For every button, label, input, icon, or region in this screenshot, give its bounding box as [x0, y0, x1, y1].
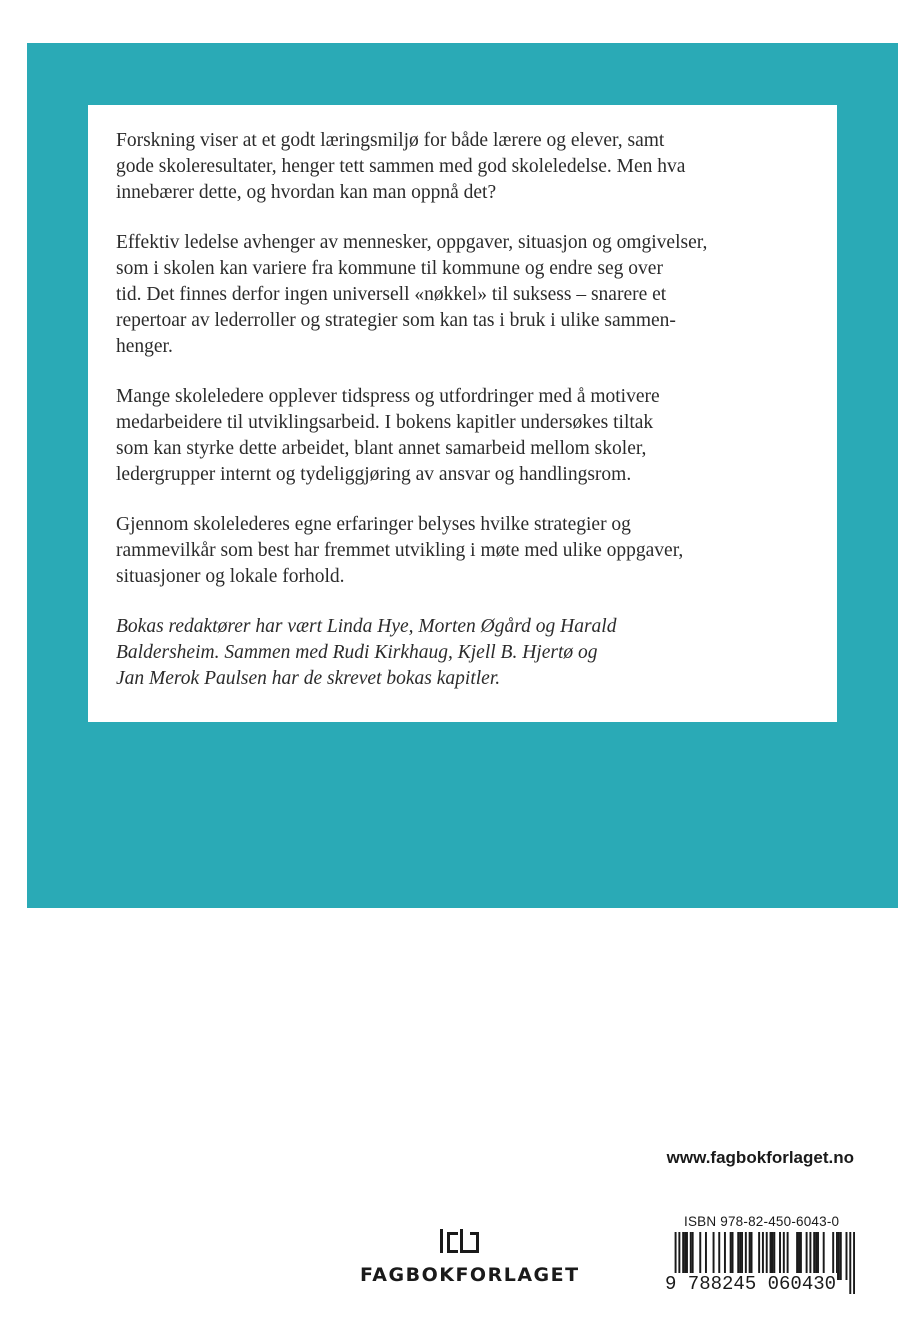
barcode-bar	[853, 1232, 855, 1294]
blurb-line: Mange skoleledere opplever tidspress og utfordringer med å motivere	[116, 386, 660, 407]
blurb-paragraph-3	[116, 384, 809, 488]
blurb-line: rammevilkår som best har fremmet utvikling i møte med ulike oppgaver,	[116, 540, 684, 561]
publisher-url: www.fagbokforlaget.no	[666, 1148, 854, 1167]
blurb-line: gode skoleresultater, henger tett sammen med god skoleledelse. Men hva	[116, 156, 686, 177]
blurb-line: Forskning viser at et godt læringsmiljø for både lærere og elever, samt	[116, 130, 665, 151]
blurb-line: henger.	[116, 336, 173, 357]
barcode-bar	[849, 1232, 851, 1294]
barcode-digits	[664, 1273, 837, 1295]
blurb-line: medarbeidere til utviklingsarbeid. I bokens kapitler undersøkes tiltak	[116, 412, 654, 433]
blurb-line: innebærer dette, og hvordan kan man oppnå det?	[116, 182, 497, 203]
blurb-line: situasjoner og lokale forhold.	[116, 566, 345, 587]
editors-paragraph	[116, 614, 809, 692]
blurb-paragraph-4	[116, 512, 809, 590]
barcode-digits-text: 9 788245 060430	[665, 1273, 837, 1295]
publisher-logo	[360, 1226, 580, 1286]
blurb-line: som i skolen kan variere fra kommune til kommune og endre seg over	[116, 258, 663, 279]
blurb-line: tid. Det finnes derfor ingen universell «nøkkel» til suksess – snarere et	[116, 284, 667, 305]
blurb-line: Baldersheim. Sammen med Rudi Kirkhaug, Kjell B. Hjertø og	[116, 642, 598, 663]
blurb-line: Effektiv ledelse avhenger av mennesker, oppgaver, situasjon og omgivelser,	[116, 232, 708, 253]
blurb-line: ledergrupper internt og tydeliggjøring av ansvar og handlingsrom.	[116, 464, 632, 485]
blurb-line: repertoar av lederroller og strategier som kan tas i bruk i ulike sammen-	[116, 310, 676, 331]
blurb-line: Gjennom skolelederes egne erfaringer belyses hvilke strategier og	[116, 514, 631, 535]
blurb-line: Jan Merok Paulsen har de skrevet bokas kapitler.	[116, 668, 501, 689]
barcode-bar	[846, 1232, 848, 1280]
blurb-paragraph-1	[116, 128, 809, 206]
book-logo-icon	[438, 1226, 482, 1256]
blurb-paragraph-2	[116, 230, 809, 360]
blurb-line: som kan styrke dette arbeidet, blant annet samarbeid mellom skoler,	[116, 438, 647, 459]
publisher-name: FAGBOKFORLAGET	[360, 1264, 580, 1286]
isbn-label: ISBN 978-82-450-6043-0	[684, 1214, 840, 1229]
blurb-line: Bokas redaktører har vært Linda Hye, Morten Øgård og Harald	[116, 616, 617, 637]
blurb-card	[88, 105, 837, 722]
barcode-bar	[838, 1232, 840, 1280]
barcode-bar	[840, 1232, 842, 1280]
